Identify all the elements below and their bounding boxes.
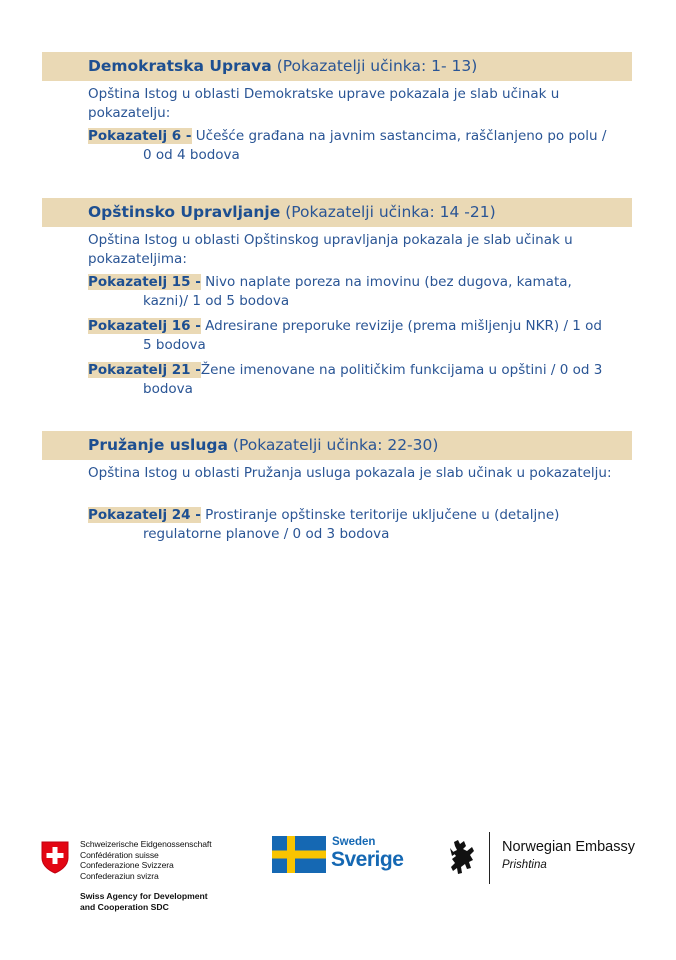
indicator-text: Učešće građana na javnim sastancima, raščlanjeno po polu / bbox=[191, 128, 607, 144]
swiss-agency-text bbox=[80, 891, 208, 913]
section-intro: Opština Istog u oblasti Demokratske uprave pokazala je slab učinak u pokazatelju: bbox=[88, 86, 560, 121]
sverige-label: Sverige bbox=[331, 848, 404, 871]
swiss-line: Confederazione Svizzera bbox=[80, 860, 174, 870]
norway-divider bbox=[489, 832, 490, 884]
prishtina-label: Prishtina bbox=[502, 859, 547, 871]
norwegian-embassy-label: Norwegian Embassy bbox=[502, 839, 635, 855]
indicator-text: Adresirane preporuke revizije (prema mišljenju NKR) / 1 od bbox=[200, 318, 602, 334]
norwegian-lion-icon bbox=[447, 838, 477, 876]
sweden-flag-icon bbox=[272, 836, 326, 873]
indicator-item bbox=[88, 127, 633, 165]
section-title: Demokratska Uprava bbox=[88, 57, 272, 75]
indicator-label: Pokazatelj 15 - bbox=[88, 274, 201, 290]
indicator-label: Pokazatelj 6 - bbox=[88, 128, 192, 144]
swiss-line: Confédération suisse bbox=[80, 849, 159, 860]
indicator-item bbox=[88, 273, 633, 311]
sponsor-logos bbox=[0, 828, 676, 928]
indicator-score: 0 od 4 bodova bbox=[143, 147, 240, 163]
indicator-item bbox=[88, 317, 633, 355]
section-intro: Opština Istog u oblasti Opštinskog upravljanja pokazala je slab učinak u pokazateljima: bbox=[88, 232, 573, 267]
indicator-text: Prostiranje opštinske teritorije uključene u (detaljne) bbox=[200, 507, 560, 523]
section-header-municipal-governance bbox=[42, 198, 632, 227]
swiss-agency-line: Swiss Agency for Development bbox=[80, 891, 208, 901]
indicator-score: bodova bbox=[143, 381, 193, 397]
section-intro: Opština Istog u oblasti Pružanja usluga pokazala je slab učinak u pokazatelju: bbox=[88, 465, 612, 481]
indicator-score: regulatorne planove / 0 od 3 bodova bbox=[143, 526, 390, 542]
swiss-coat-of-arms-icon bbox=[40, 840, 70, 874]
indicator-score: 5 bodova bbox=[143, 337, 206, 353]
indicator-label: Pokazatelj 24 - bbox=[88, 507, 201, 523]
section-title: Pružanje usluga bbox=[88, 436, 228, 454]
swiss-confederation-text bbox=[80, 839, 212, 881]
section-subtitle: (Pokazatelji učinka: 14 -21) bbox=[285, 203, 496, 221]
indicator-text: Nivo naplate poreza na imovinu (bez dugova, kamata, bbox=[200, 274, 572, 290]
sweden-label: Sweden bbox=[332, 836, 376, 848]
section-subtitle: (Pokazatelji učinka: 1- 13) bbox=[276, 57, 478, 75]
indicator-text: Žene imenovane na političkim funkcijama u opštini / 0 od 3 bbox=[200, 362, 603, 378]
indicator-item bbox=[88, 361, 633, 399]
swiss-line: Confederaziun svizra bbox=[80, 870, 159, 881]
section-header-democratic-governance bbox=[42, 52, 632, 81]
section-title: Opštinsko Upravljanje bbox=[88, 203, 281, 221]
swiss-agency-line: and Cooperation SDC bbox=[80, 902, 169, 912]
section-header-service-delivery bbox=[42, 431, 632, 460]
section-subtitle: (Pokazatelji učinka: 22-30) bbox=[232, 436, 439, 454]
swiss-line: Schweizerische Eidgenossenschaft bbox=[80, 839, 212, 849]
indicator-item bbox=[88, 506, 633, 544]
indicator-label: Pokazatelj 16 - bbox=[88, 318, 201, 334]
indicator-label: Pokazatelj 21 - bbox=[88, 362, 201, 378]
indicator-score: kazni)/ 1 od 5 bodova bbox=[143, 293, 290, 309]
